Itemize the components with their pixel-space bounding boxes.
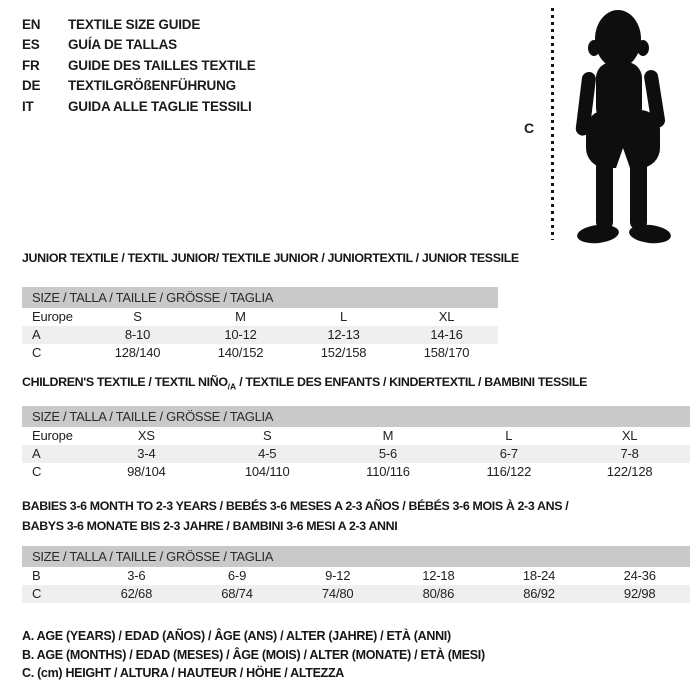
size-cell: 98/104 <box>127 464 166 480</box>
size-cell: S <box>133 309 142 325</box>
size-cell: XS <box>137 428 155 444</box>
language-row <box>22 55 256 76</box>
row-label: C <box>32 586 42 602</box>
table-title-line2: BABYS 3-6 MONATE BIS 2-3 JAHRE / BAMBINI 3-6 MESI A 2-3 ANNI <box>22 519 398 534</box>
row-label: A <box>32 446 41 462</box>
size-cell: 6-7 <box>499 446 518 462</box>
size-cell: 122/128 <box>606 464 653 480</box>
footnote-line: C. (cm) HEIGHT / ALTURA / HAUTEUR / HÖHE / ALTEZZA <box>22 666 345 680</box>
size-cell: 92/98 <box>623 586 656 602</box>
size-cell: S <box>262 428 272 444</box>
footnote-line: B. AGE (MONTHS) / EDAD (MESES) / ÂGE (MOIS) / ALTER (MONATE) / ETÀ (MESI) <box>22 647 485 662</box>
size-cell: 140/152 <box>217 345 264 361</box>
table-title: BABIES 3-6 MONTH TO 2-3 YEARS / BEBÉS 3-6 MESES A 2-3 AÑOS / BÉBÉS 3-6 MOIS À 2-3 ANS / <box>22 499 569 513</box>
size-cell: 4-5 <box>258 446 277 462</box>
size-cell: 158/170 <box>423 345 470 361</box>
size-cell: M <box>235 309 246 325</box>
size-header-bar: SIZE / TALLA / TAILLE / GRÖSSE / TAGLIA <box>22 406 690 427</box>
size-cell: L <box>505 428 513 444</box>
language-code: IT <box>22 98 34 114</box>
size-cell: 152/158 <box>320 345 367 361</box>
table-title: JUNIOR TEXTILE / TEXTIL JUNIOR/ TEXTILE JUNIOR / JUNIORTEXTIL / JUNIOR TESSILE <box>22 251 519 265</box>
size-cell: 62/68 <box>120 586 153 602</box>
table-row-europe <box>22 427 690 445</box>
size-cell: XL <box>438 309 455 325</box>
size-cell: 18-24 <box>522 568 556 584</box>
toddler-silhouette-image <box>558 6 698 246</box>
height-measure-label: C <box>524 120 535 136</box>
language-code: ES <box>22 37 40 53</box>
size-cell: 80/86 <box>422 586 455 602</box>
language-code: FR <box>22 57 40 73</box>
size-cell: 68/74 <box>221 586 253 602</box>
size-cell: 12-13 <box>327 327 360 343</box>
size-cell: 12-18 <box>422 568 455 584</box>
table-row-europe <box>22 308 498 326</box>
size-cell: 8-10 <box>124 327 151 343</box>
row-label: A <box>32 327 41 343</box>
guide-title: TEXTILGRÖßENFÜHRUNG <box>68 78 236 94</box>
size-cell: 116/122 <box>486 464 532 480</box>
language-code: DE <box>22 78 41 94</box>
size-cell: M <box>382 428 394 444</box>
row-label: C <box>32 345 42 361</box>
footnotes <box>22 627 485 683</box>
size-cell: 3-6 <box>127 568 146 584</box>
size-cell: 110/116 <box>366 464 410 480</box>
row-label: Europe <box>32 309 73 325</box>
size-cell: 5-6 <box>378 446 398 462</box>
table-row-c <box>22 585 690 603</box>
table-row-c <box>22 344 498 362</box>
size-cell: XL <box>621 428 638 444</box>
guide-title: GUÍA DE TALLAS <box>68 37 177 53</box>
footnote-line: A. AGE (YEARS) / EDAD (AÑOS) / ÂGE (ANS) / ALTER (JAHRE) / ETÀ (ANNI) <box>22 629 451 643</box>
size-cell: 6-9 <box>227 568 247 584</box>
guide-title: TEXTILE SIZE GUIDE <box>68 16 201 32</box>
table-section-children <box>22 374 690 481</box>
guide-title: GUIDA ALLE TAGLIE TESSILI <box>68 98 252 114</box>
table-section-junior <box>22 250 519 362</box>
language-code: EN <box>22 16 41 32</box>
size-cell: 9-12 <box>325 568 351 584</box>
guide-title: GUIDE DES TAILLES TEXTILE <box>68 57 256 73</box>
size-cell: 3-4 <box>137 446 156 462</box>
size-cell: 7-8 <box>620 446 639 462</box>
language-title-list <box>22 14 256 117</box>
size-cell: 24-36 <box>623 568 656 584</box>
height-dotted-line <box>551 8 554 240</box>
table-section-babies <box>22 498 690 603</box>
table-row-b <box>22 567 690 585</box>
table-row-a <box>22 445 690 463</box>
size-cell: 86/92 <box>523 586 555 602</box>
language-row <box>22 96 256 117</box>
size-cell: 104/110 <box>244 464 290 480</box>
size-cell: 14-16 <box>430 327 463 343</box>
language-row <box>22 35 256 56</box>
table-row-a <box>22 326 498 344</box>
size-cell: 10-12 <box>224 327 257 343</box>
size-header-bar: SIZE / TALLA / TAILLE / GRÖSSE / TAGLIA <box>22 287 498 308</box>
size-header-bar: SIZE / TALLA / TAILLE / GRÖSSE / TAGLIA <box>22 546 690 567</box>
row-label: B <box>32 568 41 584</box>
language-row <box>22 14 256 35</box>
table-title: CHILDREN'S TEXTILE / TEXTIL $NIÑO_{/A}$ / TEXTILE DES ENFANTS / KINDERTEXTIL / BAMBINI TESSILE <box>22 375 588 392</box>
row-label: Europe <box>32 428 73 444</box>
row-label: C <box>32 464 42 480</box>
size-cell: 74/80 <box>321 586 354 602</box>
language-row <box>22 76 256 97</box>
size-cell: 128/140 <box>114 345 161 361</box>
table-row-c <box>22 463 690 481</box>
size-cell: L <box>339 309 348 325</box>
